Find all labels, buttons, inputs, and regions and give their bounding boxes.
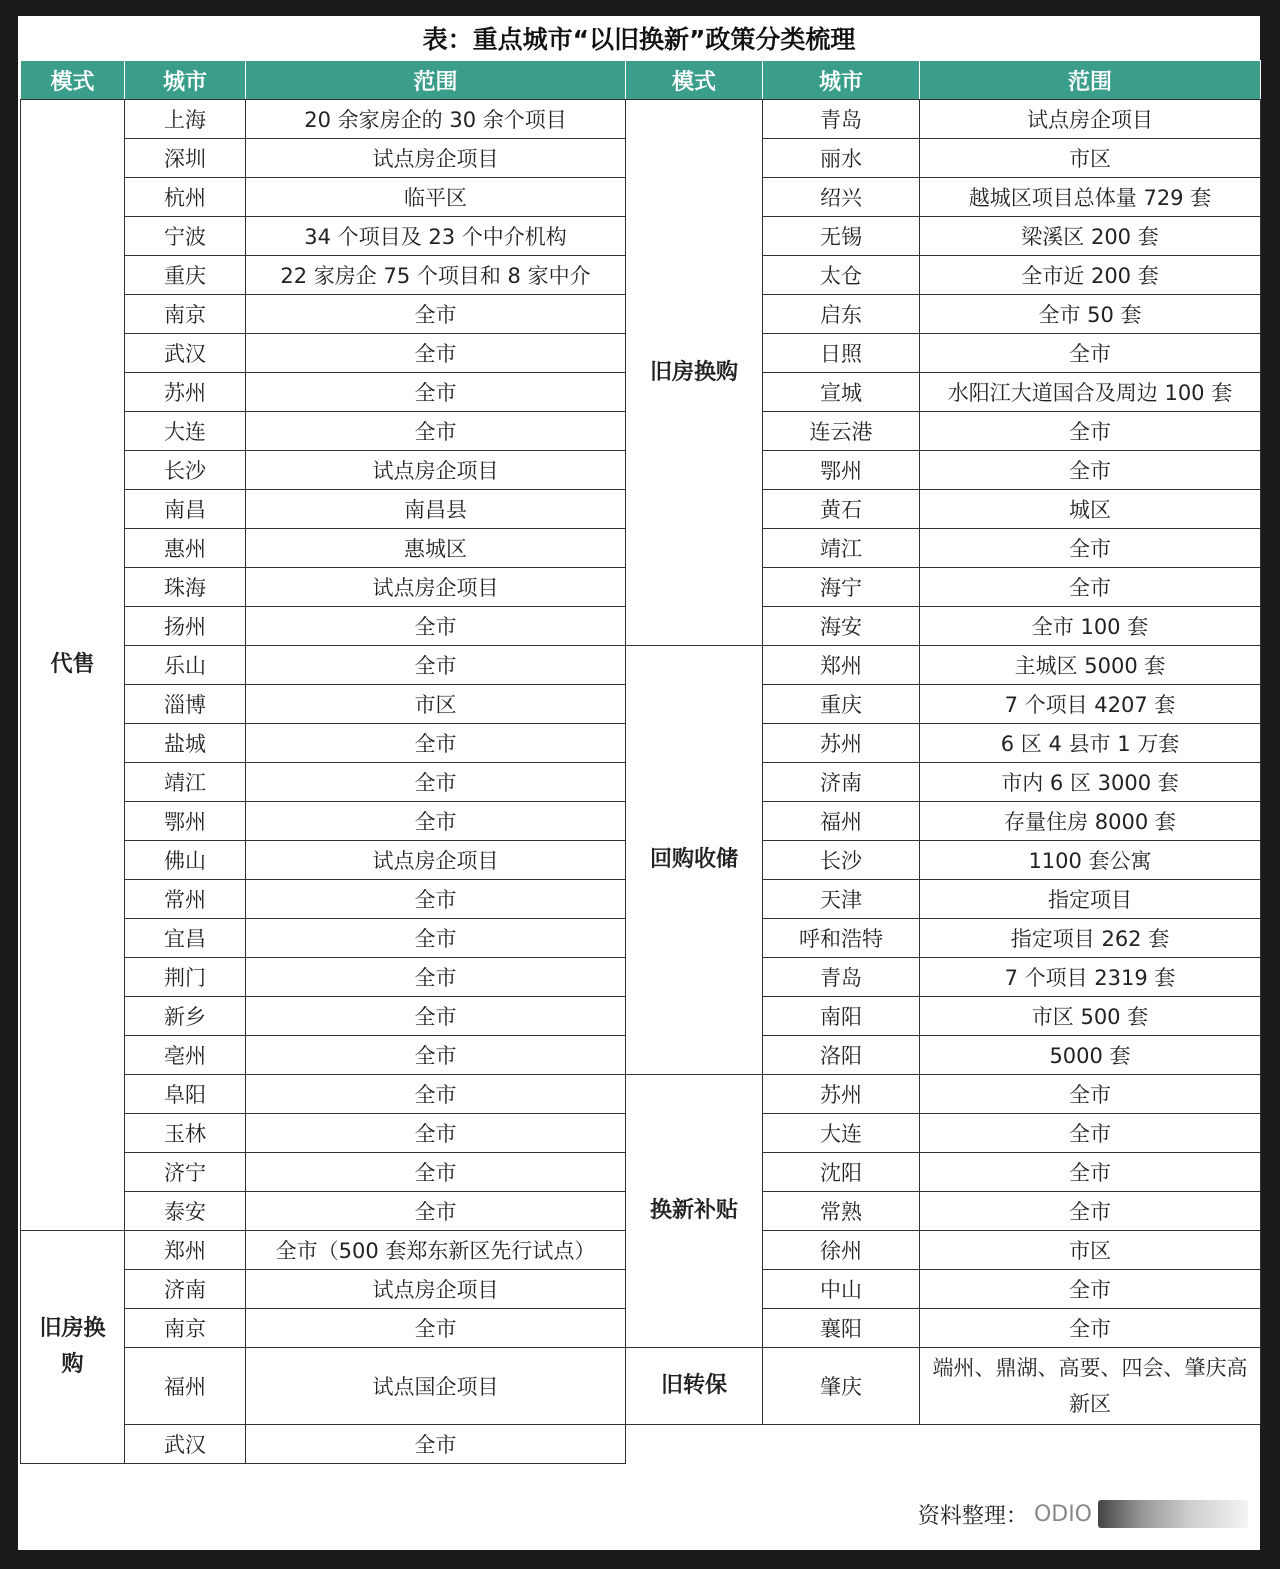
source-label: 资料整理： — [917, 1503, 1028, 1529]
scope-cell: 全市 — [920, 1192, 1261, 1231]
scope-cell: 全市 — [246, 1192, 626, 1231]
city-cell: 肇庆 — [763, 1348, 920, 1425]
city-cell: 武汉 — [125, 1425, 246, 1464]
city-cell: 郑州 — [125, 1231, 246, 1270]
city-cell: 绍兴 — [763, 178, 920, 217]
scope-cell: 试点房企项目 — [246, 841, 626, 880]
city-cell: 福州 — [763, 802, 920, 841]
city-cell: 珠海 — [125, 568, 246, 607]
scope-cell: 全市 — [246, 919, 626, 958]
scope-cell: 市区 500 套 — [920, 997, 1261, 1036]
city-cell: 南阳 — [763, 997, 920, 1036]
scope-cell: 全市 — [246, 997, 626, 1036]
scope-cell: 全市 — [246, 646, 626, 685]
scope-cell: 市内 6 区 3000 套 — [920, 763, 1261, 802]
scope-cell: 端州、鼎湖、高要、四会、肇庆高新区 — [920, 1348, 1261, 1425]
table-row — [21, 100, 1261, 139]
city-cell: 鄂州 — [763, 451, 920, 490]
city-cell: 重庆 — [125, 256, 246, 295]
scope-cell: 34 个项目及 23 个中介机构 — [246, 217, 626, 256]
city-cell: 徐州 — [763, 1231, 920, 1270]
scope-cell: 全市 — [920, 1153, 1261, 1192]
city-cell: 宜昌 — [125, 919, 246, 958]
city-cell: 襄阳 — [763, 1309, 920, 1348]
scope-cell: 市区 — [920, 139, 1261, 178]
watermark-blur — [1098, 1500, 1248, 1528]
city-cell: 启东 — [763, 295, 920, 334]
city-cell: 黄石 — [763, 490, 920, 529]
scope-cell: 城区 — [920, 490, 1261, 529]
city-cell: 沈阳 — [763, 1153, 920, 1192]
city-cell: 洛阳 — [763, 1036, 920, 1075]
city-cell: 青岛 — [763, 100, 920, 139]
city-cell: 乐山 — [125, 646, 246, 685]
city-cell: 宣城 — [763, 373, 920, 412]
scope-cell: 20 余家房企的 30 余个项目 — [246, 100, 626, 139]
mode-cell-right: 旧房换购 — [626, 100, 763, 646]
city-cell: 常州 — [125, 880, 246, 919]
city-cell: 靖江 — [125, 763, 246, 802]
city-cell: 大连 — [125, 412, 246, 451]
city-cell: 上海 — [125, 100, 246, 139]
scope-cell: 1100 套公寓 — [920, 841, 1261, 880]
scope-cell: 全市 — [246, 802, 626, 841]
source-name: ODIO — [1033, 1501, 1092, 1527]
scope-cell: 全市 — [920, 1075, 1261, 1114]
scope-cell: 全市 — [246, 958, 626, 997]
city-cell: 连云港 — [763, 412, 920, 451]
scope-cell: 5000 套 — [920, 1036, 1261, 1075]
scope-cell: 梁溪区 200 套 — [920, 217, 1261, 256]
scope-cell: 全市 — [246, 412, 626, 451]
scope-cell: 指定项目 — [920, 880, 1261, 919]
city-cell: 苏州 — [125, 373, 246, 412]
scope-cell: 全市 — [246, 724, 626, 763]
city-cell: 无锡 — [763, 217, 920, 256]
city-cell: 呼和浩特 — [763, 919, 920, 958]
city-cell: 济南 — [763, 763, 920, 802]
city-cell: 海宁 — [763, 568, 920, 607]
city-cell: 泰安 — [125, 1192, 246, 1231]
scope-cell: 全市 — [920, 451, 1261, 490]
policy-table — [20, 60, 1261, 1464]
scope-cell: 全市 — [246, 1309, 626, 1348]
city-cell: 济宁 — [125, 1153, 246, 1192]
city-cell: 鄂州 — [125, 802, 246, 841]
scope-cell: 全市 — [920, 1114, 1261, 1153]
scope-cell: 全市 — [920, 1270, 1261, 1309]
table-row — [21, 1425, 1261, 1464]
city-cell: 济南 — [125, 1270, 246, 1309]
scope-cell: 试点国企项目 — [246, 1348, 626, 1425]
source-credit — [918, 1494, 1248, 1534]
scope-cell: 存量住房 8000 套 — [920, 802, 1261, 841]
scope-cell: 全市 — [920, 412, 1261, 451]
scope-cell: 全市 — [246, 373, 626, 412]
scope-cell: 市区 — [246, 685, 626, 724]
header-mode-right: 模式 — [626, 61, 763, 100]
scope-cell: 全市 — [246, 1036, 626, 1075]
city-cell: 荆门 — [125, 958, 246, 997]
city-cell: 盐城 — [125, 724, 246, 763]
scope-cell: 指定项目 262 套 — [920, 919, 1261, 958]
city-cell: 海安 — [763, 607, 920, 646]
header-city-right: 城市 — [763, 61, 920, 100]
mode-cell-left: 代售 — [21, 100, 125, 1231]
scope-cell: 全市 — [246, 334, 626, 373]
city-cell: 阜阳 — [125, 1075, 246, 1114]
scope-cell: 全市 — [246, 1114, 626, 1153]
city-cell: 杭州 — [125, 178, 246, 217]
city-cell: 亳州 — [125, 1036, 246, 1075]
scope-cell: 全市 — [920, 568, 1261, 607]
scope-cell: 临平区 — [246, 178, 626, 217]
header-row — [21, 61, 1261, 100]
city-cell: 太仓 — [763, 256, 920, 295]
scope-cell: 试点房企项目 — [246, 568, 626, 607]
scope-cell: 试点房企项目 — [246, 139, 626, 178]
city-cell: 淄博 — [125, 685, 246, 724]
scope-cell: 水阳江大道国合及周边 100 套 — [920, 373, 1261, 412]
city-cell: 苏州 — [763, 724, 920, 763]
table-row — [21, 1348, 1261, 1425]
city-cell: 长沙 — [763, 841, 920, 880]
scope-cell: 全市 — [246, 763, 626, 802]
header-scope-left: 范围 — [246, 61, 626, 100]
scope-cell: 全市 — [246, 295, 626, 334]
city-cell: 靖江 — [763, 529, 920, 568]
city-cell: 重庆 — [763, 685, 920, 724]
city-cell: 天津 — [763, 880, 920, 919]
city-cell: 苏州 — [763, 1075, 920, 1114]
city-cell: 南京 — [125, 1309, 246, 1348]
header-mode-left: 模式 — [21, 61, 125, 100]
scope-cell: 全市近 200 套 — [920, 256, 1261, 295]
policy-sheet — [18, 16, 1260, 1550]
city-cell: 大连 — [763, 1114, 920, 1153]
scope-cell: 全市 100 套 — [920, 607, 1261, 646]
scope-cell: 22 家房企 75 个项目和 8 家中介 — [246, 256, 626, 295]
scope-cell: 试点房企项目 — [246, 1270, 626, 1309]
scope-cell: 全市 — [920, 334, 1261, 373]
scope-cell: 7 个项目 2319 套 — [920, 958, 1261, 997]
scope-cell: 全市 — [920, 529, 1261, 568]
scope-cell: 主城区 5000 套 — [920, 646, 1261, 685]
table-title: 表：重点城市“以旧换新”政策分类梳理 — [422, 25, 856, 54]
city-cell: 宁波 — [125, 217, 246, 256]
table-row — [21, 1075, 1261, 1114]
scope-cell: 试点房企项目 — [246, 451, 626, 490]
city-cell: 丽水 — [763, 139, 920, 178]
scope-cell: 全市（500 套郑东新区先行试点） — [246, 1231, 626, 1270]
city-cell: 新乡 — [125, 997, 246, 1036]
scope-cell: 试点房企项目 — [920, 100, 1261, 139]
city-cell: 南京 — [125, 295, 246, 334]
city-cell: 深圳 — [125, 139, 246, 178]
scope-cell: 7 个项目 4207 套 — [920, 685, 1261, 724]
city-cell: 惠州 — [125, 529, 246, 568]
city-cell: 长沙 — [125, 451, 246, 490]
city-cell: 青岛 — [763, 958, 920, 997]
scope-cell: 南昌县 — [246, 490, 626, 529]
header-scope-right: 范围 — [920, 61, 1261, 100]
city-cell: 玉林 — [125, 1114, 246, 1153]
city-cell: 郑州 — [763, 646, 920, 685]
city-cell: 扬州 — [125, 607, 246, 646]
scope-cell: 越城区项目总体量 729 套 — [920, 178, 1261, 217]
scope-cell: 市区 — [920, 1231, 1261, 1270]
mode-cell-right: 旧转保 — [626, 1348, 763, 1425]
scope-cell: 全市 — [246, 1153, 626, 1192]
scope-cell: 惠城区 — [246, 529, 626, 568]
table-row — [21, 646, 1261, 685]
scope-cell: 6 区 4 县市 1 万套 — [920, 724, 1261, 763]
scope-cell: 全市 — [246, 1425, 626, 1464]
header-city-left: 城市 — [125, 61, 246, 100]
city-cell: 常熟 — [763, 1192, 920, 1231]
scope-cell: 全市 — [920, 1309, 1261, 1348]
city-cell: 武汉 — [125, 334, 246, 373]
scope-cell: 全市 50 套 — [920, 295, 1261, 334]
scope-cell: 全市 — [246, 880, 626, 919]
city-cell: 福州 — [125, 1348, 246, 1425]
scope-cell: 全市 — [246, 1075, 626, 1114]
mode-cell-left: 旧房换购 — [21, 1231, 125, 1464]
scope-cell: 全市 — [246, 607, 626, 646]
city-cell: 中山 — [763, 1270, 920, 1309]
city-cell: 日照 — [763, 334, 920, 373]
mode-cell-right: 回购收储 — [626, 646, 763, 1075]
city-cell: 佛山 — [125, 841, 246, 880]
city-cell: 南昌 — [125, 490, 246, 529]
mode-cell-right: 换新补贴 — [626, 1075, 763, 1348]
